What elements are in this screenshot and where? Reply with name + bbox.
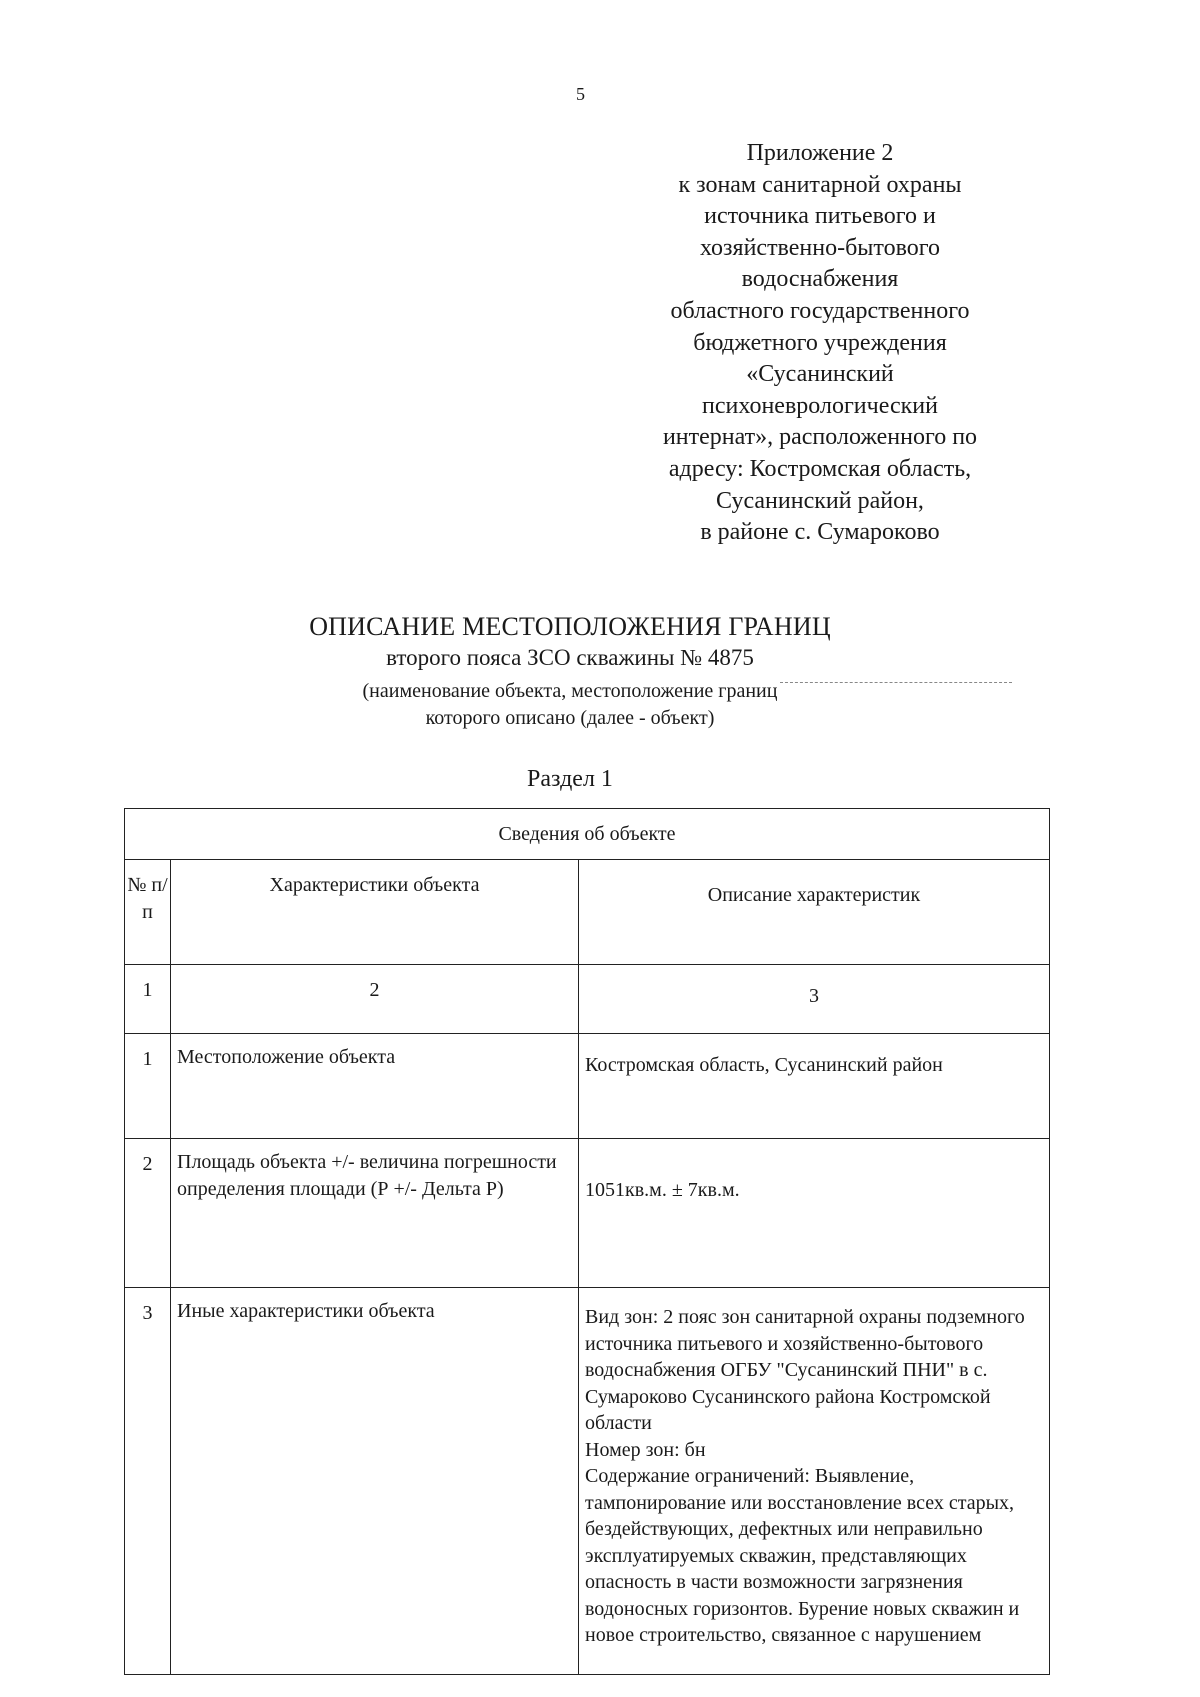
table-row <box>125 1288 1050 1675</box>
column-number: 2 <box>171 965 579 1034</box>
row-characteristic: Иные характеристики объекта <box>171 1288 579 1675</box>
row-characteristic: Площадь объекта +/- величина погрешности определения площади (Р +/- Дельта Р) <box>171 1139 579 1288</box>
header-characteristic: Характеристики объекта <box>171 860 579 965</box>
zone-type: Вид зон: 2 пояс зон санитарной охраны подземного источника питьевого и хозяйственно-бытового водоснабжения ОГБУ "Сусанинский ПНИ" в с. Сумароково Сусанинского района Костромской области <box>585 1306 1025 1434</box>
appendix-line: «Сусанинский <box>746 361 894 388</box>
document-note <box>200 678 940 732</box>
appendix-line: хозяйственно-бытового <box>699 234 941 261</box>
header-num: № п/п <box>125 860 171 965</box>
table-caption: Сведения об объекте <box>125 809 1050 860</box>
row-num: 2 <box>125 1139 171 1288</box>
row-description: 1051кв.м. ± 7кв.м. <box>579 1139 1050 1288</box>
note-line: (наименование объекта, местоположение границ <box>362 680 778 702</box>
zone-number: Номер зон: бн <box>585 1438 706 1461</box>
section-title: Раздел 1 <box>527 766 613 792</box>
row-characteristic: Местоположение объекта <box>171 1034 579 1139</box>
page-number: 5 <box>576 84 585 104</box>
row-description: Костромская область, Сусанинский район <box>579 1034 1050 1139</box>
table-row <box>125 1139 1050 1288</box>
appendix-line: Сусанинский район, <box>716 487 924 514</box>
appendix-line: к зонам санитарной охраны <box>678 171 962 198</box>
column-number: 3 <box>579 965 1050 1034</box>
appendix-line: областного государственного <box>670 297 970 324</box>
object-info-table <box>124 808 1050 1675</box>
appendix-line: адресу: Костромская область, <box>668 455 972 482</box>
row-num: 3 <box>125 1288 171 1675</box>
table-column-numbers-row <box>125 965 1050 1034</box>
document-title: ОПИСАНИЕ МЕСТОПОЛОЖЕНИЯ ГРАНИЦ <box>309 612 831 641</box>
appendix-line: источника питьевого и <box>704 203 936 230</box>
row-description-cell <box>579 1288 1050 1675</box>
appendix-line: в районе с. Сумароково <box>700 519 940 546</box>
table-header-row <box>125 860 1050 965</box>
appendix-line: интернат», расположенного по <box>662 424 978 451</box>
zone-restrictions: Содержание ограничений: Выявление, тампонирование или восстановление всех старых, бездействующих, дефектных или неправильно эксплуатируемых скважин, представляющих опасность в части возможности загрязнения водоносных горизонтов. Бурение новых скважин и новое строительство, связанное с нарушением <box>585 1465 1020 1646</box>
row-num: 1 <box>125 1034 171 1139</box>
appendix-line: психоневрологический <box>702 392 938 419</box>
appendix-line: Приложение 2 <box>746 140 894 166</box>
note-line: которого описано (далее - объект) <box>425 707 715 729</box>
header-description: Описание характеристик <box>579 860 1050 965</box>
appendix-line: водоснабжения <box>741 266 899 293</box>
column-number: 1 <box>125 965 171 1034</box>
table-row <box>125 1034 1050 1139</box>
appendix-line: бюджетного учреждения <box>693 329 947 356</box>
document-subtitle: второго пояса ЗСО скважины № 4875 <box>386 645 754 670</box>
table-caption-row <box>125 809 1050 860</box>
appendix-block <box>620 138 1020 549</box>
